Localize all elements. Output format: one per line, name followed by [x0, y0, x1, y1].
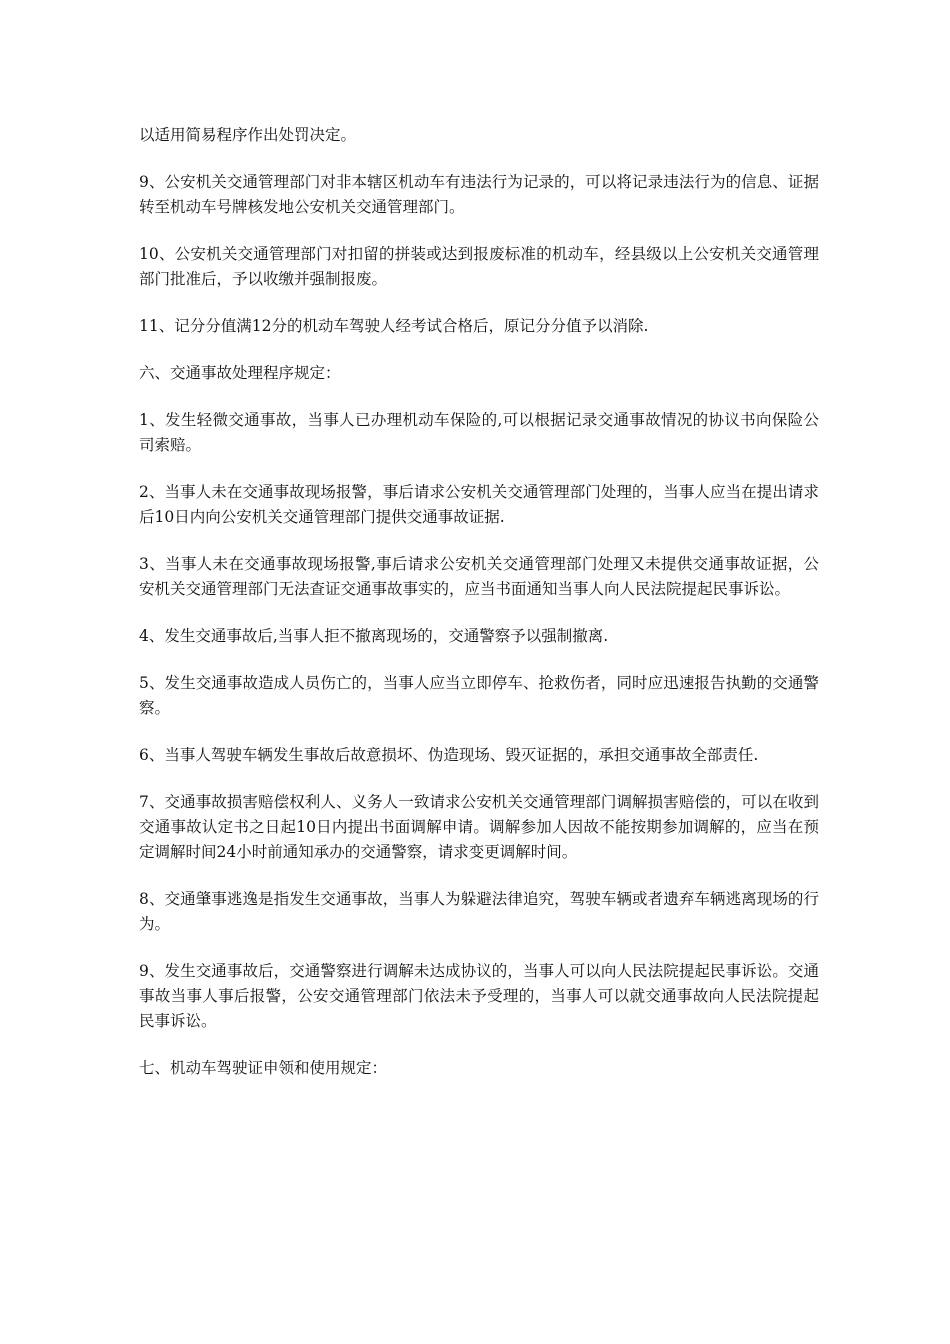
paragraph-accident-3: 3、当事人未在交通事故现场报警,事后请求公安机关交通管理部门处理又未提供交通事故证据，公安机关交通管理部门无法查证交通事故事实的，应当书面通知当事人向人民法院提起民事诉讼。 [139, 555, 819, 598]
paragraph-accident-4: 4、发生交通事故后,当事人拒不撤离现场的，交通警察予以强制撤离. [139, 627, 609, 645]
paragraph-item-11: 11、记分分值满12分的机动车驾驶人经考试合格后，原记分分值予以消除. [139, 317, 649, 335]
section-heading-6: 六、交通事故处理程序规定： [139, 364, 341, 382]
paragraph-accident-7: 7、交通事故损害赔偿权利人、义务人一致请求公安机关交通管理部门调解损害赔偿的，可以在收到交通事故认定书之日起10日内提出书面调解申请。调解参加人因故不能按期参加调解的，应当在预定调解时间24小时前通知承办的交通警察，请求变更调解时间。 [139, 793, 819, 861]
paragraph-accident-5: 5、发生交通事故造成人员伤亡的，当事人应当立即停车、抢救伤者，同时应迅速报告执勤的交通警察。 [139, 674, 819, 717]
paragraph-item-9: 9、公安机关交通管理部门对非本辖区机动车有违法行为记录的，可以将记录违法行为的信息、证据转至机动车号牌核发地公安机关交通管理部门。 [139, 173, 819, 216]
paragraph-item-10: 10、公安机关交通管理部门对扣留的拼装或达到报废标准的机动车，经县级以上公安机关交通管理部门批准后，予以收缴并强制报废。 [139, 245, 819, 288]
section-heading-7: 七、机动车驾驶证申领和使用规定： [139, 1059, 388, 1077]
paragraph-accident-8: 8、交通肇事逃逸是指发生交通事故，当事人为躲避法律追究，驾驶车辆或者遗弃车辆逃离现场的行为。 [139, 890, 819, 933]
document-body [139, 123, 819, 1103]
paragraph-accident-6: 6、当事人驾驶车辆发生事故后故意损坏、伪造现场、毁灭证据的，承担交通事故全部责任. [139, 746, 759, 764]
paragraph-accident-2: 2、当事人未在交通事故现场报警，事后请求公安机关交通管理部门处理的，当事人应当在提出请求后10日内向公安机关交通管理部门提供交通事故证据. [139, 483, 819, 526]
paragraph-accident-9: 9、发生交通事故后，交通警察进行调解未达成协议的，当事人可以向人民法院提起民事诉讼。交通事故当事人事后报警，公安交通管理部门依法未予受理的，当事人可以就交通事故向人民法院提起民事诉讼。 [139, 962, 819, 1030]
paragraph-accident-1: 1、发生轻微交通事故，当事人已办理机动车保险的,可以根据记录交通事故情况的协议书向保险公司索赔。 [139, 411, 819, 454]
paragraph-continuation: 以适用简易程序作出处罚决定。 [139, 126, 357, 144]
